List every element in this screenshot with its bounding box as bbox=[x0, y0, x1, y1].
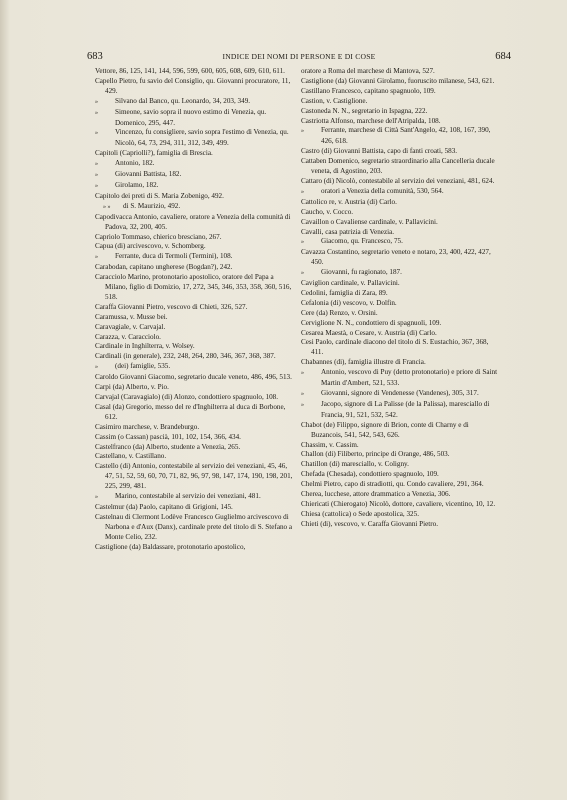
index-entry-text: oratore a Roma del marchese di Mantova, 527. bbox=[301, 67, 435, 75]
index-entry bbox=[95, 192, 295, 202]
running-header bbox=[87, 50, 511, 64]
index-entry-text: Carvajal (Caravagialo) (di) Alonzo, condottiero spagnuolo, 108. bbox=[95, 393, 279, 401]
index-entry-text: Cardinale in Inghilterra, v. Wolsey. bbox=[95, 342, 195, 351]
index-entry bbox=[95, 213, 295, 233]
index-entry bbox=[301, 208, 501, 218]
index-entry bbox=[301, 237, 501, 248]
index-entry bbox=[95, 263, 295, 273]
index-entry bbox=[95, 159, 295, 170]
index-entry bbox=[301, 400, 501, 421]
running-title: INDICE DEI NOMI DI PERSONE E DI COSE bbox=[222, 52, 376, 61]
index-entry-text: Castriotta Alfonso, marchese dell'Atripalda, 108. bbox=[301, 116, 441, 125]
right-page-number: 684 bbox=[495, 51, 511, 62]
ditto-mark-icon: » bbox=[301, 188, 304, 195]
index-entry bbox=[301, 358, 501, 368]
ditto-mark-icon: » bbox=[95, 254, 98, 261]
index-entry-text: Castoneda N. N., segretario in Ispagna, 222. bbox=[301, 106, 428, 115]
index-entry-text: Jacopo, signore di La Palisse (de la Palissa), maresciallo di Francia, 91, 521, 532, 542. bbox=[321, 399, 490, 419]
ditto-mark-icon: » bbox=[95, 182, 98, 189]
index-entry bbox=[301, 460, 501, 470]
index-entry-text: (dei) famiglie, 535. bbox=[115, 362, 171, 371]
index-entry bbox=[301, 97, 501, 107]
index-entry bbox=[301, 500, 501, 510]
index-entry-text: Cesarea Maestà, o Cesare, v. Austria (di) Carlo. bbox=[301, 328, 437, 337]
index-entry bbox=[301, 480, 501, 490]
index-entry-text: oratori a Venezia della comunità, 530, 564. bbox=[321, 186, 444, 195]
index-entry-text: Cardinali (in generale), 232, 248, 264, 280, 346, 367, 368, 387. bbox=[95, 352, 276, 361]
index-entry-text: Capello Pietro, fu savio del Consiglio, qu. Giovanni procuratore, 11, 429. bbox=[95, 76, 291, 95]
index-entry bbox=[301, 279, 501, 289]
index-entry bbox=[301, 470, 501, 480]
index-entry-text: Castelfranco (da) Alberto, studente a Venezia, 265. bbox=[95, 442, 241, 451]
index-entry-text: Caramussa, v. Musse bei. bbox=[95, 312, 168, 321]
index-entry bbox=[95, 492, 295, 503]
ditto-mark-icon: » bbox=[301, 391, 304, 397]
index-entry-text: Capua (di) arcivescovo, v. Schomberg. bbox=[95, 242, 206, 251]
index-entry bbox=[95, 362, 295, 373]
index-entry-text: Marino, contestabile al servizio dei veneziani, 481. bbox=[115, 492, 261, 501]
index-entry-text: Cerviglione N. N., condottiero di spagnuoli, 109. bbox=[301, 318, 442, 327]
index-entry-text: Cattaro (di) Nicolò, contestabile al servizio dei veneziani, 481, 624. bbox=[301, 176, 495, 185]
ditto-mark-icon: » bbox=[95, 364, 98, 371]
index-entry-text: Chassim, v. Cassim. bbox=[301, 440, 359, 449]
index-entry-text: Carpi (da) Alberto, v. Pio. bbox=[95, 383, 169, 392]
index-entry-text: Chiesa (cattolica) o Sede apostolica, 325. bbox=[301, 509, 419, 518]
index-entry-text: Castelnau di Clermont Lodève Francesco Guglielmo arcivescovo di Narbona e d'Aux (Danx), cardinale prete del titolo di S. Stefano a Monte Celio, 232. bbox=[95, 512, 293, 541]
index-entry-text: Chatillon (di) maresciallo, v. Coligny. bbox=[301, 460, 409, 469]
index-entry bbox=[301, 67, 501, 77]
index-entry-text: Giacomo, qu. Francesco, 75. bbox=[321, 237, 403, 246]
ditto-mark-icon: » bbox=[95, 172, 98, 179]
left-page-number: 683 bbox=[87, 51, 103, 62]
index-entry-text: Giovanni, signore di Vendenesse (Vandenes), 305, 317. bbox=[321, 389, 479, 397]
index-entry-text: Caravagiale, v. Carvajal. bbox=[95, 322, 166, 331]
index-entry-text: Vettore, 86, 125, 141, 144, 596, 599, 600, 605, 608, 609, 610, 611. bbox=[95, 67, 285, 75]
index-entry bbox=[95, 181, 295, 192]
index-entry-text: Antonio, vescovo di Puy (detto protonotario) e priore di Saint Martin d'Ambert, 521, 533. bbox=[321, 368, 498, 388]
index-entry-text: Chieti (di), vescovo, v. Caraffa Giovanni Pietro. bbox=[301, 519, 439, 528]
index-entry-text: Cavaillon o Cavaliense cardinale, v. Pallavicini. bbox=[301, 217, 438, 226]
index-entry bbox=[95, 128, 295, 149]
index-entry bbox=[301, 228, 501, 238]
index-entry bbox=[301, 268, 501, 279]
index-entry bbox=[301, 319, 501, 329]
index-entry bbox=[95, 108, 295, 129]
index-entry bbox=[95, 202, 295, 213]
index-entry bbox=[301, 248, 501, 268]
index-entry-text: Ferrante, marchese di Città Sant'Angelo, 42, 108, 167, 390, 426, 618. bbox=[321, 126, 491, 146]
index-entry bbox=[301, 450, 501, 460]
index-entry-text: Cassim (o Cassan) pascià, 101, 102, 154, 366, 434. bbox=[95, 432, 241, 441]
index-entry-text: Giovanni, fu ragionato, 187. bbox=[321, 268, 402, 277]
index-entry-text: Carabodan, capitano ungherese (Bogdan?), 242. bbox=[95, 263, 233, 272]
index-entry bbox=[301, 338, 501, 358]
index-entry-text: Carazza, v. Caracciolo. bbox=[95, 332, 161, 341]
ditto-mark-icon: » » bbox=[103, 203, 111, 210]
index-entry bbox=[95, 443, 295, 453]
index-entry bbox=[301, 289, 501, 299]
index-entry-text: Challon (di) Filiberto, principe di Orange, 486, 503. bbox=[301, 450, 450, 459]
index-entry-text: Caviglion cardinale, v. Pallavicini. bbox=[301, 279, 400, 288]
index-entry-text: Chelmi Pietro, capo di stradiotti, qu. Condo cavaliere, 291, 364. bbox=[301, 480, 484, 489]
index-entry bbox=[301, 520, 501, 530]
ditto-mark-icon: » bbox=[301, 128, 304, 135]
index-entry bbox=[301, 187, 501, 198]
index-entry bbox=[301, 441, 501, 451]
index-entry bbox=[301, 177, 501, 187]
index-entry bbox=[95, 452, 295, 462]
index-entry-text: Chefada (Chesada), condottiero spagnuolo, 109. bbox=[301, 470, 439, 479]
index-entry bbox=[301, 107, 501, 117]
index-entry bbox=[95, 383, 295, 393]
index-entry bbox=[95, 423, 295, 433]
index-entry-text: Castellano, v. Castillano. bbox=[95, 452, 167, 461]
index-entry-text: Cesi Paolo, cardinale diacono del titolo di S. Eustachio, 367, 368, 411. bbox=[301, 338, 489, 357]
index-entry bbox=[95, 313, 295, 323]
index-entry bbox=[301, 87, 501, 97]
ditto-mark-icon: » bbox=[301, 270, 304, 277]
ditto-mark-icon: » bbox=[301, 401, 304, 408]
index-column-right bbox=[301, 67, 501, 530]
index-entry-text: Castiglione (da) Giovanni Girolamo, fuoruscito milanese, 543, 621. bbox=[301, 76, 495, 85]
index-entry bbox=[301, 218, 501, 228]
index-entry bbox=[95, 543, 295, 553]
ditto-mark-icon: » bbox=[95, 494, 98, 501]
index-entry bbox=[95, 352, 295, 362]
index-entry bbox=[301, 389, 501, 400]
index-entry bbox=[301, 510, 501, 520]
index-entry-text: Simeone, savio sopra il nuovo estimo di Venezia, qu. Domenico, 295, 447. bbox=[115, 107, 267, 127]
index-entry-text: Caroldo Giovanni Giacomo, segretario ducale veneto, 486, 496, 513. bbox=[95, 373, 292, 382]
index-entry bbox=[95, 242, 295, 252]
index-entry bbox=[301, 77, 501, 87]
index-entry bbox=[301, 299, 501, 309]
index-entry bbox=[95, 393, 295, 403]
index-entry-text: Chabot (de) Filippo, signore di Brion, conte di Charny e di Buzancois, 541, 542, 543, 626. bbox=[301, 420, 469, 439]
index-entry bbox=[301, 117, 501, 127]
index-entry bbox=[95, 373, 295, 383]
index-entry bbox=[301, 157, 501, 177]
index-entry bbox=[95, 303, 295, 313]
index-entry bbox=[301, 126, 501, 147]
index-entry-text: Cattaben Domenico, segretario straordinario alla Cancelleria ducale veneta, di Agostino, 203. bbox=[301, 157, 495, 176]
index-entry-text: Castillano Francesco, capitano spagnuolo, 109. bbox=[301, 86, 436, 95]
index-entry-text: Capitolo dei preti di S. Maria Zobenigo, 492. bbox=[95, 191, 224, 200]
index-entry-text: Vincenzo, fu consigliere, savio sopra l'estimo di Venezia, qu. Nicolò, 64, 73, 294, 311, 312, 349, 499. bbox=[115, 128, 289, 148]
index-entry-text: Cefalonia (di) vescovo, v. Dolfin. bbox=[301, 298, 397, 307]
index-entry-text: Giovanni Battista, 182. bbox=[115, 170, 182, 179]
index-entry-text: Capodivacca Antonio, cavaliere, oratore a Venezia della comunità di Padova, 32, 200, 405. bbox=[95, 212, 291, 231]
index-entry bbox=[301, 329, 501, 339]
index-entry-text: Chabannes (di), famiglia illustre di Francia. bbox=[301, 358, 426, 367]
index-entry bbox=[95, 333, 295, 343]
index-entry bbox=[301, 421, 501, 441]
index-entry-text: Cedolini, famiglia di Zara, 89. bbox=[301, 288, 388, 297]
index-entry-text: Silvano dal Banco, qu. Leonardo, 34, 203, 349. bbox=[115, 96, 251, 105]
index-entry bbox=[95, 462, 295, 492]
index-entry bbox=[95, 149, 295, 159]
ditto-mark-icon: » bbox=[95, 130, 98, 137]
ditto-mark-icon: » bbox=[301, 370, 304, 377]
index-entry-text: Castiglione (da) Baldassare, protonotario apostolico, bbox=[95, 542, 246, 551]
index-entry-text: Casimiro marchese, v. Brandeburgo. bbox=[95, 422, 200, 431]
index-entry-text: Caraffa Giovanni Pietro, vescovo di Chieti, 326, 527. bbox=[95, 302, 248, 311]
index-entry-text: di S. Maurizio, 492. bbox=[123, 201, 181, 210]
index-entry-text: Antonio, 182. bbox=[115, 159, 155, 168]
index-entry bbox=[95, 323, 295, 333]
index-entry-text: Ferrante, duca di Termoli (Termini), 108. bbox=[115, 252, 233, 261]
index-entry bbox=[95, 77, 295, 97]
index-entry bbox=[301, 368, 501, 389]
index-entry-text: Castion, v. Castiglione. bbox=[301, 96, 368, 105]
index-entry bbox=[95, 273, 295, 303]
index-entry-text: Chiericati (Chierogato) Nicolò, dottore, cavaliere, vicentino, 10, 12. bbox=[301, 499, 496, 508]
index-entry bbox=[95, 513, 295, 543]
index-entry bbox=[301, 147, 501, 157]
index-entry bbox=[95, 252, 295, 263]
index-entry bbox=[301, 309, 501, 319]
ditto-mark-icon: » bbox=[301, 239, 304, 246]
index-column-left bbox=[95, 67, 295, 553]
index-entry-text: Cavazza Costantino, segretario veneto e notaro, 23, 400, 422, 427, 450. bbox=[301, 248, 491, 267]
index-entry bbox=[301, 198, 501, 208]
index-entry-text: Girolamo, 182. bbox=[115, 180, 159, 189]
index-entry bbox=[95, 342, 295, 352]
index-entry bbox=[301, 490, 501, 500]
index-entry bbox=[95, 403, 295, 423]
index-entry-text: Caucho, v. Cocco. bbox=[301, 207, 354, 216]
index-entry-text: Cattolico re, v. Austria (di) Carlo. bbox=[301, 197, 397, 206]
index-entry bbox=[95, 170, 295, 181]
index-entry bbox=[95, 97, 295, 108]
index-entry-text: Cherea, lucchese, attore drammatico a Venezia, 306. bbox=[301, 490, 451, 499]
index-entry-text: Castello (di) Antonio, contestabile al servizio dei veneziani, 45, 46, 47, 51, 52, 59, 60, 70, 71, 82, 96, 97, 98, 147, 174, 190, 198, 201, 225, 299, 481. bbox=[95, 462, 293, 491]
index-entry-text: Castro (di) Giovanni Battista, capo di fanti croati, 583. bbox=[301, 147, 458, 156]
ditto-mark-icon: » bbox=[95, 161, 98, 168]
index-entry bbox=[95, 233, 295, 243]
index-entry-text: Cere (da) Renzo, v. Orsini. bbox=[301, 308, 378, 317]
index-entry-text: Casal (da) Gregorio, messo del re d'Inghilterra al duca di Borbone, 612. bbox=[95, 402, 286, 421]
index-entry bbox=[95, 433, 295, 443]
index-entry-text: Cavalli, casa patrizia di Venezia. bbox=[301, 227, 395, 236]
index-entry-text: Capitoli (Capriolli?), famiglia di Brescia. bbox=[95, 149, 213, 158]
ditto-mark-icon: » bbox=[95, 109, 98, 116]
index-entry-text: Caracciolo Marino, protonotario apostolico, oratore del Papa a Milano, figlio di Domizio, 17, 272, 345, 346, 353, 358, 360, 516, 518. bbox=[95, 273, 292, 301]
index-entry-text: Capriolo Tommaso, chierico bresciano, 267. bbox=[95, 232, 222, 241]
ditto-mark-icon: » bbox=[95, 98, 98, 105]
index-entry bbox=[95, 67, 295, 77]
index-entry-text: Castelmur (da) Paolo, capitano di Grigioni, 145. bbox=[95, 502, 233, 511]
index-entry bbox=[95, 503, 295, 513]
